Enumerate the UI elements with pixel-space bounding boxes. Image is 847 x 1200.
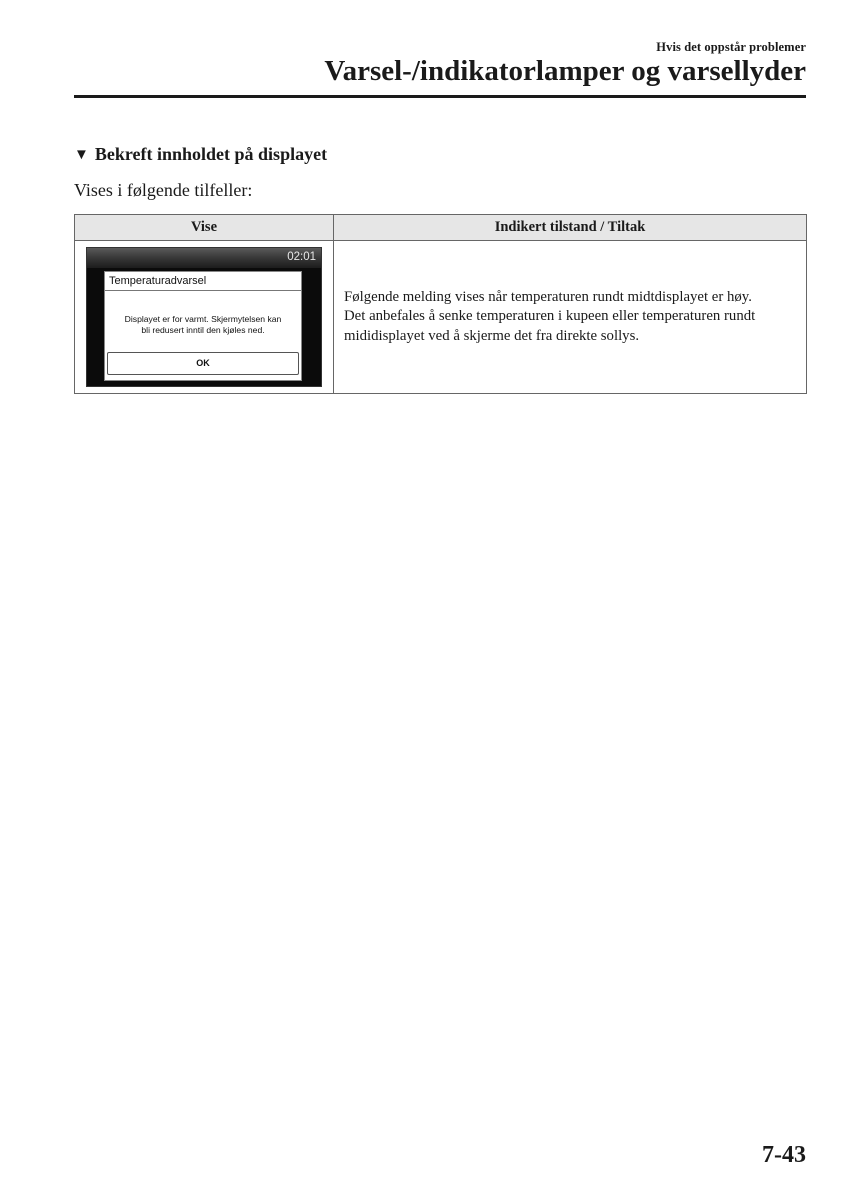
dialog-message [109,314,297,336]
section-heading [74,144,327,165]
description-line: Det anbefales å senke temperaturen i kupeen eller temperaturen rundt [344,308,756,325]
temperature-warning-dialog [104,271,302,381]
screen-clock: 02:01 [287,251,316,263]
dialog-message-line: Displayet er for varmt. Skjermytelsen kan [124,314,282,324]
description-line: Følgende melding vises når temperaturen rundt midtdisplayet er høy. [344,288,752,305]
section-heading-text: Bekreft innholdet på displayet [94,144,328,164]
running-header-section: Hvis det oppstår problemer [656,40,806,54]
table-header-row [75,215,807,241]
description-cell [334,241,807,394]
header-rule [74,95,806,98]
description-line: mididisplayet ved å skjerme det fra direkte sollys. [344,327,640,344]
column-header-tilstand: Indikert tilstand / Tiltak [334,215,807,241]
screen-status-bar [87,248,321,268]
table-row [75,241,807,394]
dialog-title: Temperaturadvarsel [105,272,301,291]
page-title: Varsel-/indikatorlamper og varsellyder [324,55,806,87]
info-table [74,214,807,394]
display-screenshot [86,247,322,387]
display-cell [75,241,334,394]
column-header-vise: Vise [75,215,334,241]
dialog-ok-button: OK [107,352,299,375]
page-number: 7-43 [762,1142,806,1168]
triangle-marker-icon: ▼ [74,147,89,163]
intro-text: Vises i følgende tilfeller: [74,180,253,200]
dialog-message-line: bli redusert inntil den kjøles ned. [141,325,265,335]
